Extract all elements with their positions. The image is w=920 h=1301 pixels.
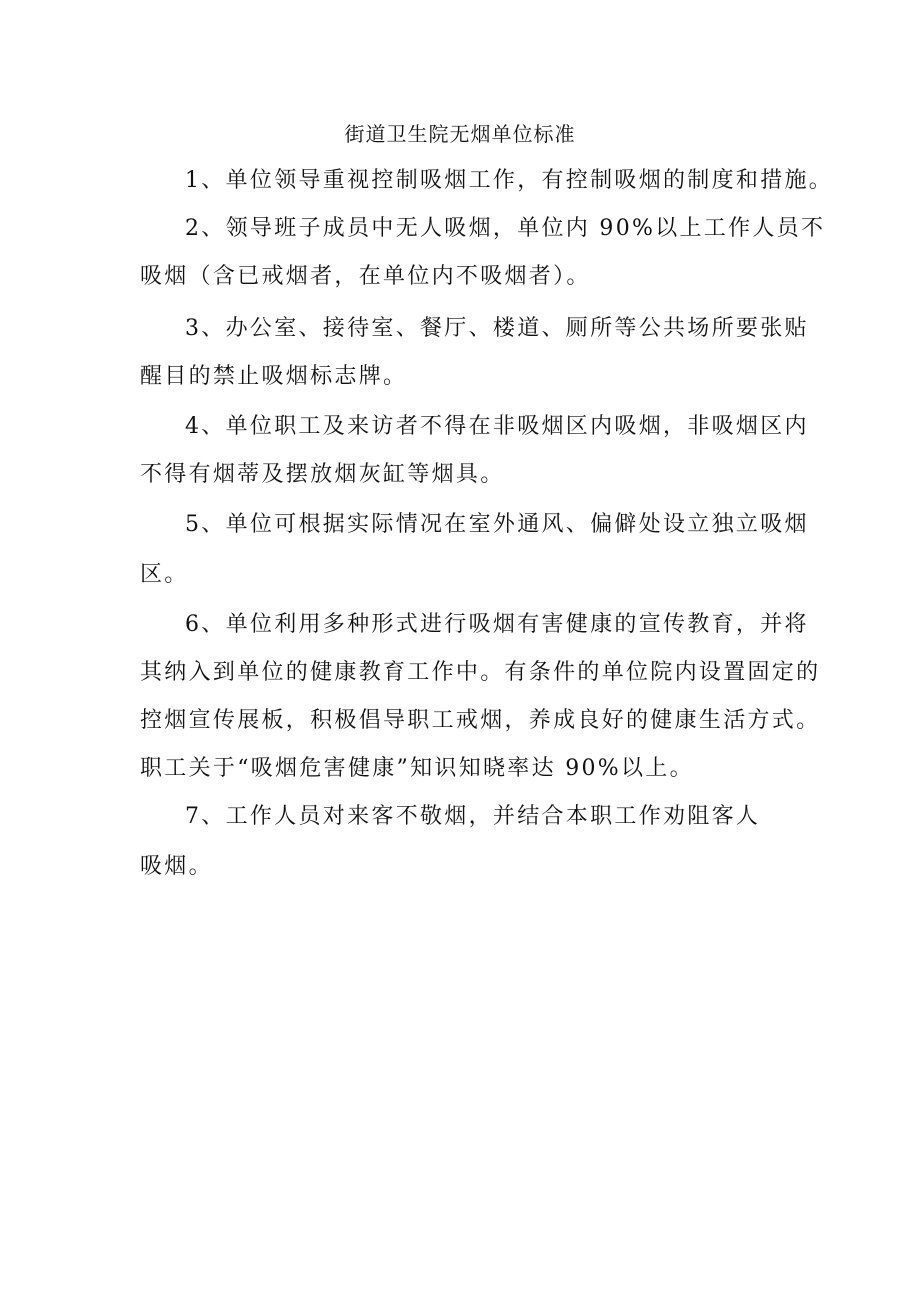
document-title: 街道卫生院无烟单位标准: [344, 122, 576, 146]
item-1-line-1: 1、单位领导重视控制吸烟工作，有控制吸烟的制度和措施。: [185, 168, 834, 193]
item-7-line-1: 7、工作人员对来客不敬烟，并结合本职工作劝阻客人: [185, 804, 761, 829]
item-6-line-4: 职工关于“吸烟危害健康”知识知晓率达 90%以上。: [140, 756, 694, 781]
item-6-line-3: 控烟宣传展板，积极倡导职工戒烟，养成良好的健康生活方式。: [140, 708, 821, 733]
item-7-line-2: 吸烟。: [140, 854, 213, 879]
item-4-line-2: 不得有烟蒂及摆放烟灰缸等烟具。: [140, 462, 505, 487]
item-3-line-1: 3、办公室、接待室、餐厅、楼道、厕所等公共场所要张贴: [185, 316, 809, 341]
item-4-line-1: 4、单位职工及来访者不得在非吸烟区内吸烟，非吸烟区内: [185, 414, 809, 439]
item-6-line-2: 其纳入到单位的健康教育工作中。有条件的单位院内设置固定的: [140, 660, 821, 685]
item-5-line-1: 5、单位可根据实际情况在室外通风、偏僻处设立独立吸烟: [185, 512, 809, 537]
item-2-line-2: 吸烟（含已戒烟者，在单位内不吸烟者）。: [140, 264, 591, 289]
item-5-line-2: 区。: [140, 562, 189, 587]
item-3-line-2: 醒目的禁止吸烟标志牌。: [140, 364, 408, 389]
item-6-line-1: 6、单位利用多种形式进行吸烟有害健康的宣传教育，并将: [185, 612, 809, 637]
item-2-line-1: 2、领导班子成员中无人吸烟，单位内 90%以上工作人员不: [185, 216, 826, 241]
